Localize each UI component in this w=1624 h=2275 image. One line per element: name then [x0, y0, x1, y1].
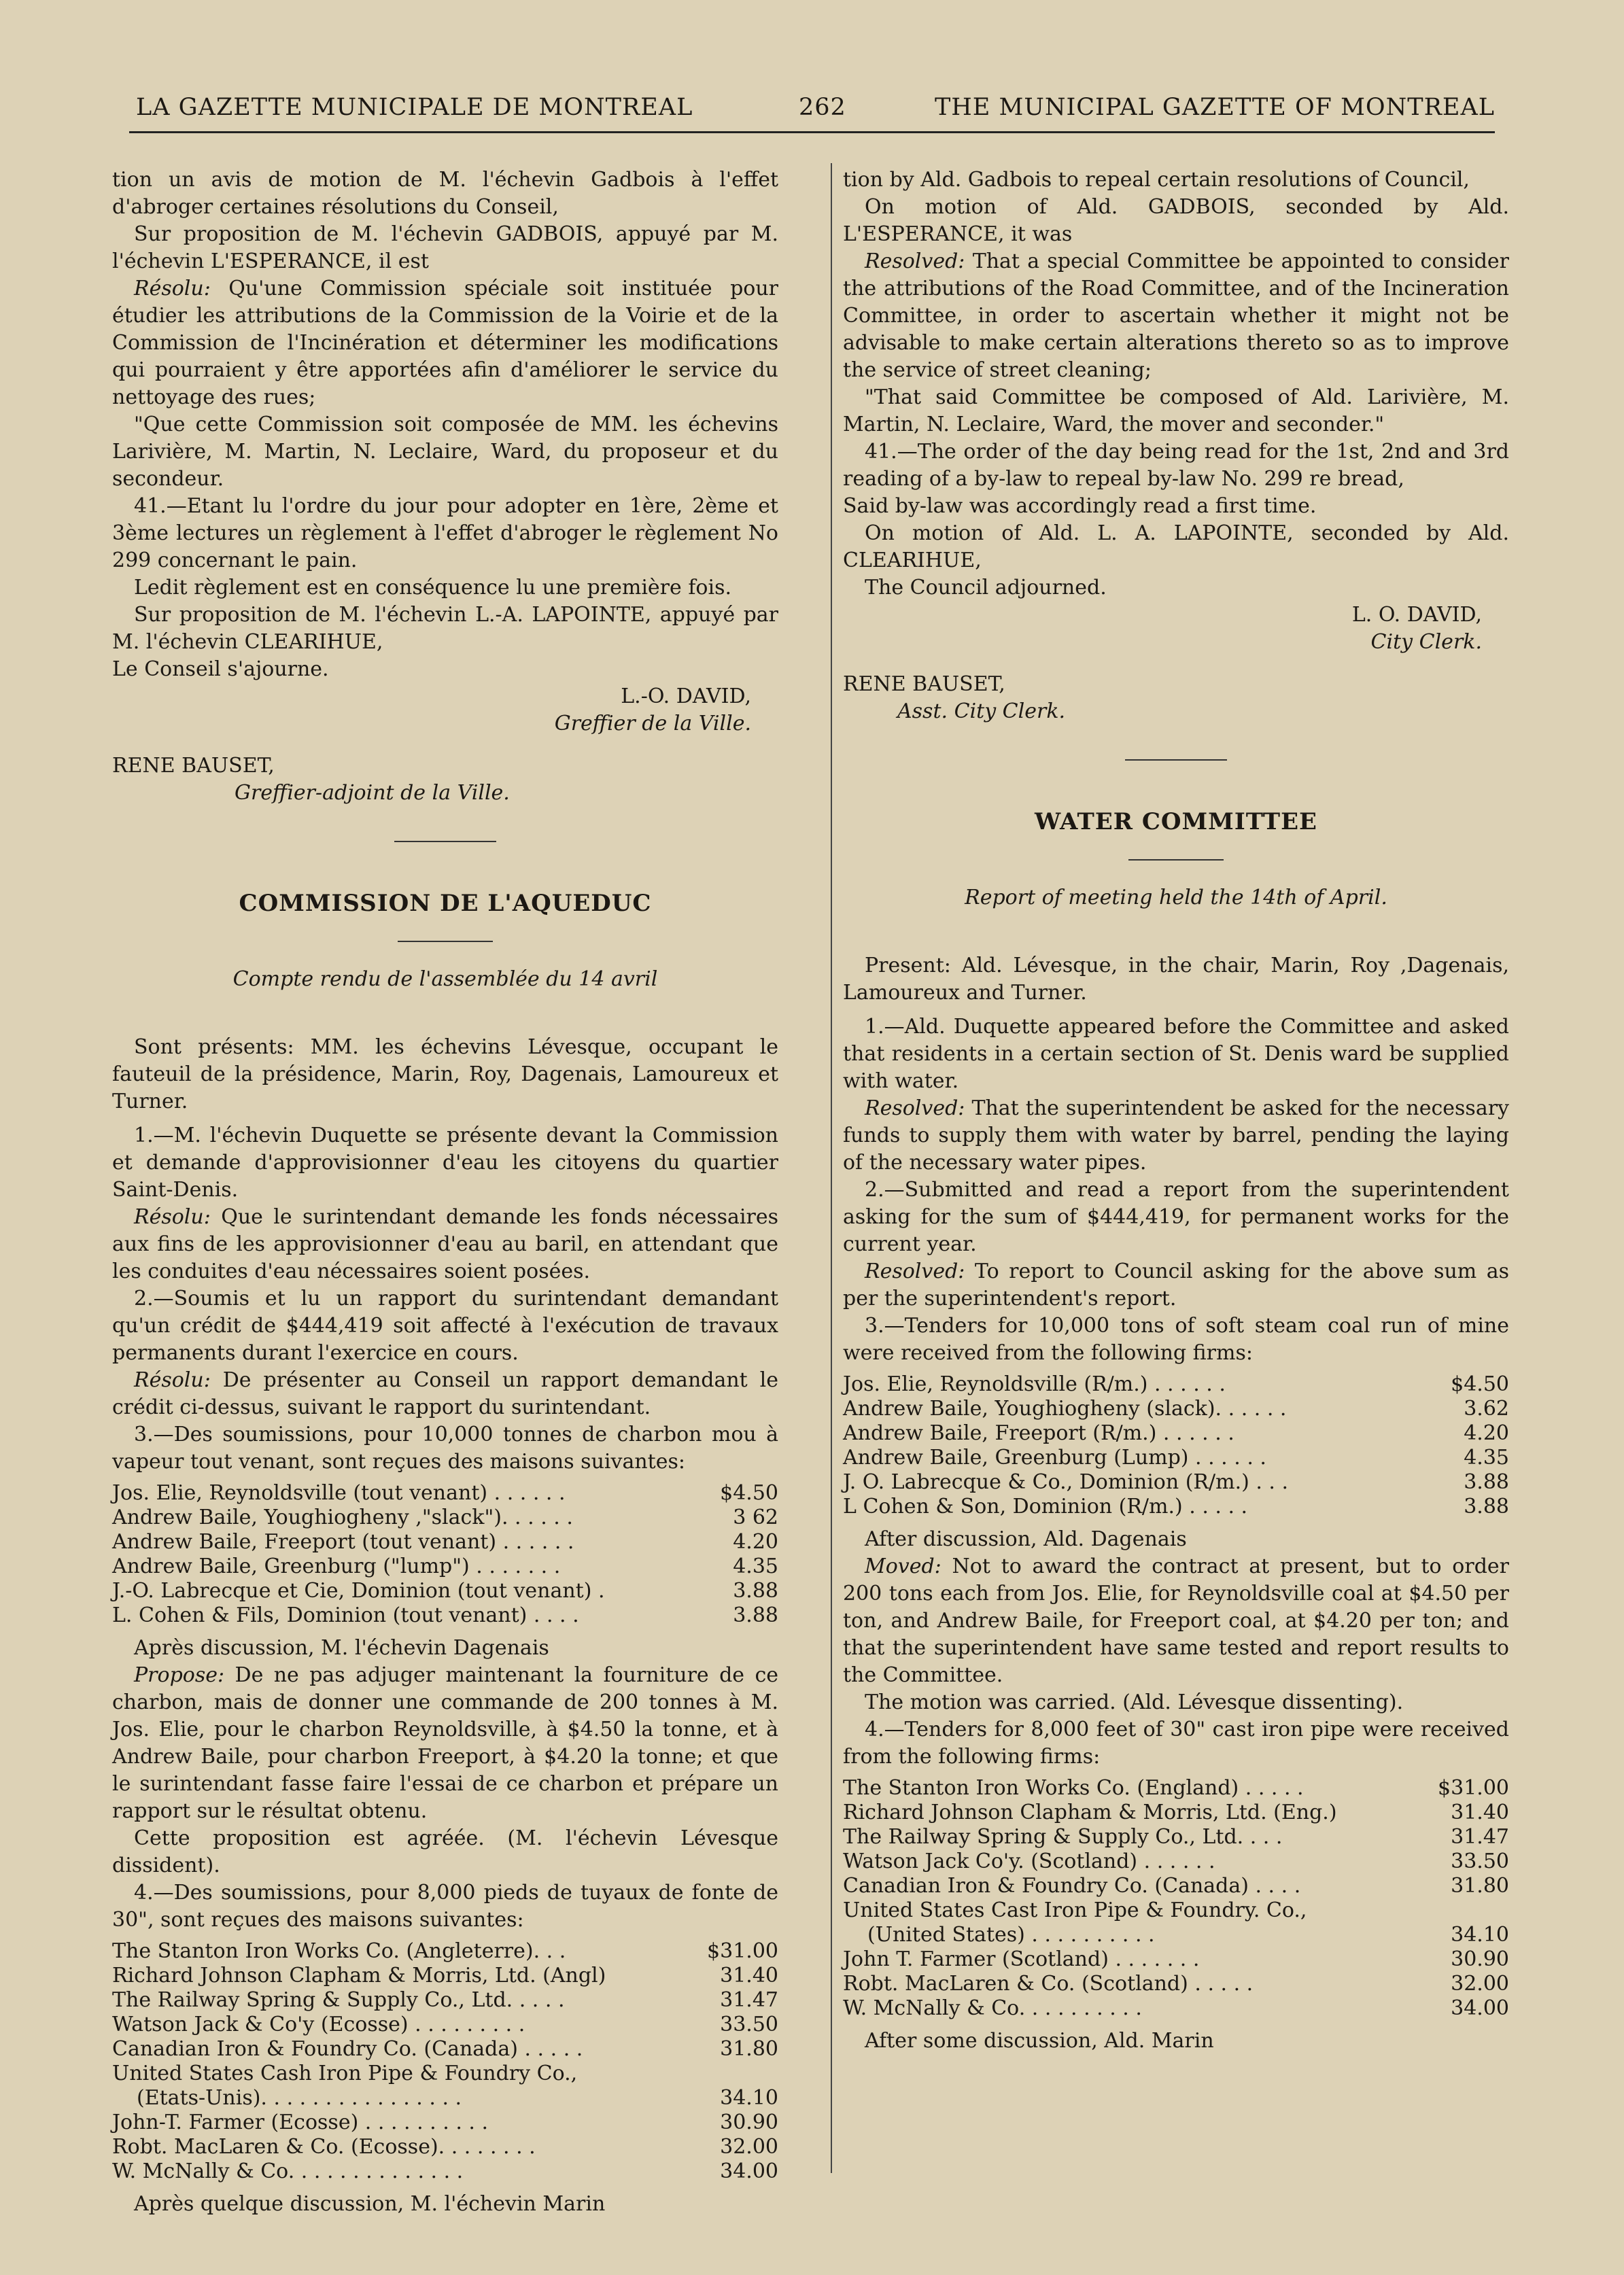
tender-amount: 3.88 — [733, 1579, 778, 1603]
fr-proposal — [112, 1662, 778, 1825]
proposal-text: De ne pas adjuger maintenant la fourniture de ce charbon, mais de donner une commande de 200 tonnes à M. Jos. Elie, pour le charbon Reynoldsville, à $4.50 la tonne, et à Andrew Baile, pour charbon Freeport, à $4.20 la tonne; et que le surintendant fasse faire l'essai de ce charbon et prépare un rapport sur le résultat obtenu. — [112, 1663, 778, 1823]
fr-item: 3.—Des soumissions, pour 10,000 tonnes de charbon mou à vapeur tout venant, sont reçues des maisons suivantes: — [112, 1423, 778, 1474]
fr-adjourn: Le Conseil s'ajourne. — [112, 657, 329, 681]
heading-rule — [1128, 859, 1224, 861]
en-paragraph: tion by Ald. Gadbois to repeal certain resolutions of Council, — [843, 168, 1470, 192]
tender-name: Robt. MacLaren & Co. (Scotland) . . . . . — [843, 1972, 1254, 1996]
section-heading: WATER COMMITTEE — [1035, 808, 1317, 835]
tender-amount: 31.80 — [720, 2037, 778, 2061]
tender-row — [843, 1849, 1509, 1874]
page-header — [129, 94, 1495, 148]
tender-amount: 3.88 — [1464, 1470, 1509, 1494]
tender-row — [843, 1972, 1509, 1996]
tender-amount: 31.47 — [1451, 1825, 1509, 1849]
tender-row — [112, 2062, 778, 2086]
column-english — [843, 167, 1509, 2055]
resolution-label: Resolved: — [865, 1096, 965, 1120]
en-paragraph: Said by-law was accordingly read a first time. — [843, 494, 1317, 518]
tender-name: Andrew Baile, Freeport (R/m.) . . . . . . — [843, 1421, 1234, 1445]
en-item: 3.—Tenders for 10,000 tons of soft steam coal run of mine were received from the following firms: — [843, 1314, 1509, 1365]
tender-name: (Etats-Unis). . . . . . . . . . . . . . . . — [137, 2086, 462, 2110]
tender-amount: 4.35 — [733, 1555, 778, 1578]
tender-amount: $4.50 — [720, 1481, 778, 1505]
en-paragraph: On motion of Ald. L. A. LAPOINTE, seconded by Ald. CLEARIHUE, — [843, 521, 1509, 572]
tender-name: Canadian Iron & Foundry Co. (Canada) . . . . . — [112, 2037, 583, 2061]
tender-name: W. McNally & Co. . . . . . . . . . — [843, 1996, 1142, 2020]
heading-rule — [398, 941, 493, 942]
fr-item: 4.—Des soumissions, pour 8,000 pieds de tuyaux de fonte de 30", sont reçues des maisons suivantes: — [112, 1881, 778, 1932]
tender-row — [843, 1776, 1509, 1801]
motion-text: Not to award the contract at present, but to order 200 tons each from Jos. Elie, for Reynoldsville coal at $4.50 per ton, and Andrew Baile, for Freeport coal, at $4.20 per ton; and that the superintendent have same tested and report results to the Committee. — [843, 1555, 1509, 1687]
fr-item: 1.—M. l'échevin Duquette se présente devant la Commission et demande d'approvisionner d'eau les citoyens du quartier Saint-Denis. — [112, 1124, 778, 1202]
en-item: 1.—Ald. Duquette appeared before the Committee and asked that residents in a certain section of St. Denis ward be supplied with water. — [843, 1015, 1509, 1093]
tender-row — [112, 1481, 778, 1506]
fr-paragraph: tion un avis de motion de M. l'échevin Gadbois à l'effet d'abroger certaines résolutions du Conseil, — [112, 168, 778, 219]
tender-amount: 4.20 — [1464, 1421, 1509, 1445]
fr-resolution — [112, 1204, 778, 1285]
clerk-title: City Clerk. — [1370, 630, 1482, 654]
section-heading: COMMISSION DE L'AQUEDUC — [239, 890, 652, 917]
section-rule — [1125, 759, 1227, 761]
en-resolution — [843, 1095, 1509, 1177]
en-motion — [843, 1553, 1509, 1689]
column-french — [112, 167, 778, 2218]
tender-amount: 34.10 — [1451, 1923, 1509, 1947]
resolution-label: Résolu: — [134, 1368, 211, 1392]
tender-amount: $4.50 — [1451, 1372, 1509, 1396]
tender-row — [112, 1506, 778, 1530]
tender-name: Jos. Elie, Reynoldsville (R/m.) . . . . . . — [843, 1372, 1226, 1396]
resolution-text: De présenter au Conseil un rapport demandant le crédit ci-dessus, suivant le rapport du surintendant. — [112, 1368, 778, 1419]
resolution-text: That the superintendent be asked for the necessary funds to supply them with water by barrel, pending the laying of the necessary water pipes. — [843, 1096, 1509, 1175]
tender-row — [112, 1530, 778, 1555]
proposal-label: Propose: — [134, 1663, 225, 1687]
tender-amount: 3 62 — [733, 1506, 778, 1529]
tender-name: Andrew Baile, Greenburg (Lump) . . . . . . — [843, 1446, 1266, 1470]
motion-label: Moved: — [865, 1555, 941, 1578]
fr-adopted: Cette proposition est agréée. (M. l'échevin Lévesque dissident). — [112, 1826, 778, 1877]
tender-amount: 33.50 — [1451, 1849, 1509, 1873]
tender-row — [843, 1996, 1509, 2021]
tender-row — [843, 1495, 1509, 1519]
tender-name: (United States) . . . . . . . . . . — [867, 1923, 1155, 1947]
tender-name: The Railway Spring & Supply Co., Ltd. . . . . — [112, 1988, 565, 2012]
tender-name: Watson Jack Co'y. (Scotland) . . . . . . — [843, 1849, 1215, 1873]
resolution-text: Que le surintendant demande les fonds nécessaires aux fins de les approvisionner d'eau au baril, en attendant que les conduites d'eau nécessaires soient posées. — [112, 1205, 778, 1283]
fr-present: Sont présents: MM. les échevins Lévesque, occupant le fauteuil de la présidence, Marin, Roy, Dagenais, Lamoureux et Turner. — [112, 1035, 778, 1113]
resolution-text: To report to Council asking for the above sum as per the superintendent's report. — [843, 1260, 1509, 1310]
tender-row — [112, 2135, 778, 2159]
fr-paragraph: 41.—Etant lu l'ordre du jour pour adopter en 1ère, 2ème et 3ème lectures un règlement à l'effet d'abroger le règlement No 299 concernant le pain. — [112, 494, 778, 572]
en-resolution — [843, 1258, 1509, 1313]
tender-amount — [1434, 1898, 1509, 1923]
tender-name: Andrew Baile, Freeport (tout venant) . . . . . . — [112, 1530, 574, 1554]
tender-amount: 3.88 — [1464, 1495, 1509, 1518]
resolution-label: Resolved: — [865, 249, 965, 273]
tender-amount: 31.40 — [1451, 1801, 1509, 1824]
tender-name: Richard Johnson Clapham & Morris, Ltd. (Eng.) — [843, 1801, 1337, 1824]
en-adjourn: The Council adjourned. — [865, 576, 1107, 600]
tender-name: The Stanton Iron Works Co. (Angleterre). . . — [112, 1939, 566, 1963]
tender-amount: 4.20 — [733, 1530, 778, 1554]
tender-amount: 3.62 — [1464, 1397, 1509, 1421]
tender-row — [843, 1421, 1509, 1446]
fr-resolution — [112, 275, 778, 411]
asst-clerk-name: RENE BAUSET, — [112, 754, 275, 778]
tender-row — [843, 1397, 1509, 1421]
tender-name: L. Cohen & Fils, Dominion (tout venant) . . . . — [112, 1603, 579, 1627]
tender-row — [112, 2086, 778, 2111]
tender-name: Robt. MacLaren & Co. (Ecosse). . . . . . . . — [112, 2135, 536, 2159]
tender-row — [112, 1579, 778, 1603]
tender-name: The Railway Spring & Supply Co., Ltd. . . . — [843, 1825, 1283, 1849]
fr-item: 2.—Soumis et lu un rapport du surintendant demandant qu'un crédit de $444,419 soit affecté à l'exécution de travaux permanents durant l'exercice en cours. — [112, 1287, 778, 1365]
tender-name: Andrew Baile, Youghiogheny (slack). . . . . . — [843, 1397, 1287, 1421]
tender-row — [843, 1470, 1509, 1495]
tender-amount: 33.50 — [720, 2013, 778, 2036]
tender-row — [112, 2037, 778, 2062]
en-after-discussion: After discussion, Ald. Dagenais — [865, 1527, 1187, 1551]
en-resolution — [843, 248, 1509, 384]
tender-name: Canadian Iron & Foundry Co. (Canada) . . . . — [843, 1874, 1301, 1898]
tender-row — [112, 1555, 778, 1579]
tender-amount: 3.88 — [733, 1603, 778, 1627]
tender-amount: $31.00 — [707, 1939, 778, 1963]
header-title-fr: LA GAZETTE MUNICIPALE DE MONTREAL — [136, 94, 693, 121]
en-pipe-tenders — [843, 1776, 1509, 2021]
tender-row — [843, 1372, 1509, 1397]
tender-row — [843, 1874, 1509, 1898]
tender-name: United States Cast Iron Pipe & Foundry. Co., — [843, 1898, 1307, 1922]
en-item: 2.—Submitted and read a report from the superintendent asking for the sum of $444,419, for permanent works for the current year. — [843, 1178, 1509, 1256]
tender-amount: 32.00 — [1451, 1972, 1509, 1996]
tender-amount: 34.00 — [1451, 1996, 1509, 2020]
tender-row — [112, 1964, 778, 1988]
tender-amount: 31.80 — [1451, 1874, 1509, 1898]
en-paragraph: 41.—The order of the day being read for the 1st, 2nd and 3rd reading of a by-law to repeal by-law No. 299 re bread, — [843, 440, 1509, 491]
column-divider — [831, 163, 832, 2173]
fr-after-discussion: Après discussion, M. l'échevin Dagenais — [134, 1636, 549, 1660]
tender-name: John T. Farmer (Scotland) . . . . . . . — [843, 1947, 1200, 1971]
resolution-label: Résolu: — [134, 277, 211, 300]
resolution-text: That a special Committee be appointed to consider the attributions of the Road Committee, and of the Incineration Committee, in order to ascertain whether it might not be advisable to make certain alterations thereto so as to improve the service of street cleaning; — [843, 249, 1509, 382]
en-coal-tenders — [843, 1372, 1509, 1519]
en-adopted: The motion was carried. (Ald. Lévesque dissenting). — [865, 1690, 1404, 1714]
tender-amount: 34.00 — [720, 2159, 778, 2183]
tender-name: L Cohen & Son, Dominion (R/m.) . . . . . — [843, 1495, 1248, 1518]
page-number: 262 — [799, 94, 846, 121]
asst-clerk-name: RENE BAUSET, — [843, 672, 1005, 696]
tender-row — [843, 1923, 1509, 1947]
clerk-name: L.-O. DAVID, — [621, 684, 751, 708]
tender-amount: 31.47 — [720, 1988, 778, 2012]
fr-paragraph: Sur proposition de M. l'échevin GADBOIS, appuyé par M. l'échevin L'ESPERANCE, il est — [112, 222, 778, 273]
section-rule — [394, 841, 496, 842]
tender-amount: 32.00 — [720, 2135, 778, 2159]
tender-row — [843, 1825, 1509, 1849]
asst-clerk-title: Asst. City Clerk. — [897, 699, 1066, 723]
en-after-discussion: After some discussion, Ald. Marin — [865, 2029, 1214, 2053]
header-title-en: THE MUNICIPAL GAZETTE OF MONTREAL — [934, 94, 1495, 121]
tender-amount: 30.90 — [1451, 1947, 1509, 1971]
tender-row — [843, 1801, 1509, 1825]
en-present: Present: Ald. Lévesque, in the chair, Marin, Roy ,Dagenais, Lamoureux and Turner. — [843, 954, 1509, 1005]
tender-row — [112, 1939, 778, 1964]
tender-name: W. McNally & Co. . . . . . . . . . . . . . — [112, 2159, 464, 2183]
tender-row — [112, 1603, 778, 1628]
tender-name: The Stanton Iron Works Co. (England) . . . . . — [843, 1776, 1304, 1800]
tender-amount: 34.10 — [720, 2086, 778, 2110]
fr-paragraph: Sur proposition de M. l'échevin L.-A. LAPOINTE, appuyé par M. l'échevin CLEARIHUE, — [112, 603, 778, 654]
tender-row — [112, 2111, 778, 2135]
en-paragraph: On motion of Ald. GADBOIS, seconded by Ald. L'ESPERANCE, it was — [843, 195, 1509, 246]
tender-row — [843, 1446, 1509, 1470]
tender-amount: $31.00 — [1438, 1776, 1509, 1800]
tender-name: Jos. Elie, Reynoldsville (tout venant) . . . . . . — [112, 1481, 566, 1505]
fr-paragraph: "Que cette Commission soit composée de MM. les échevins Larivière, M. Martin, N. Leclaire, Ward, du proposeur et du secondeur. — [112, 413, 778, 491]
fr-coal-tenders — [112, 1481, 778, 1628]
tender-amount: 30.90 — [720, 2111, 778, 2134]
tender-amount: 31.40 — [720, 1964, 778, 1987]
tender-name: J. O. Labrecque & Co., Dominion (R/m.) . . . — [843, 1470, 1289, 1494]
tender-amount — [704, 2062, 778, 2086]
resolution-label: Résolu: — [134, 1205, 211, 1229]
en-paragraph: "That said Committee be composed of Ald. Larivière, M. Martin, N. Leclaire, Ward, the mover and seconder." — [843, 385, 1509, 436]
tender-name: Andrew Baile, Youghiogheny ,"slack"). . . . . . — [112, 1506, 573, 1529]
tender-name: J.-O. Labrecque et Cie, Dominion (tout venant) . — [112, 1579, 605, 1603]
fr-after-discussion: Après quelque discussion, M. l'échevin Marin — [134, 2192, 606, 2216]
fr-resolution — [112, 1367, 778, 1421]
tender-row — [843, 1947, 1509, 1972]
tender-amount: 4.35 — [1464, 1446, 1509, 1470]
resolution-label: Resolved: — [865, 1260, 965, 1283]
section-subheading: Compte rendu de l'assemblée du 14 avril — [232, 967, 658, 991]
tender-name: United States Cash Iron Pipe & Foundry Co., — [112, 2062, 578, 2085]
tender-row — [112, 2159, 778, 2184]
header-rule — [129, 131, 1495, 133]
en-item: 4.—Tenders for 8,000 feet of 30" cast iron pipe were received from the following firms: — [843, 1718, 1509, 1769]
tender-row — [112, 1988, 778, 2013]
clerk-name: L. O. DAVID, — [1351, 603, 1482, 627]
clerk-title: Greffier de la Ville. — [554, 712, 751, 735]
fr-paragraph: Ledit règlement est en conséquence lu une première fois. — [134, 576, 732, 600]
asst-clerk-title: Greffier-adjoint de la Ville. — [235, 781, 510, 805]
tender-row — [843, 1898, 1509, 1923]
tender-name: Richard Johnson Clapham & Morris, Ltd. (Angl) — [112, 1964, 606, 1987]
tender-name: John-T. Farmer (Ecosse) . . . . . . . . . . — [112, 2111, 488, 2134]
fr-pipe-tenders — [112, 1939, 778, 2184]
tender-name: Watson Jack & Co'y (Ecosse) . . . . . . . . . — [112, 2013, 525, 2036]
resolution-text: Qu'une Commission spéciale soit instituée pour étudier les attributions de la Commission de la Voirie et de la Commission de l'Incinération et déterminer les modifications qui pourraient y être apportées afin d'améliorer le service du nettoyage des rues; — [112, 277, 778, 409]
tender-name: Andrew Baile, Greenburg ("lump") . . . . . . . — [112, 1555, 561, 1578]
section-subheading: Report of meeting held the 14th of April. — [965, 886, 1387, 909]
tender-row — [112, 2013, 778, 2037]
